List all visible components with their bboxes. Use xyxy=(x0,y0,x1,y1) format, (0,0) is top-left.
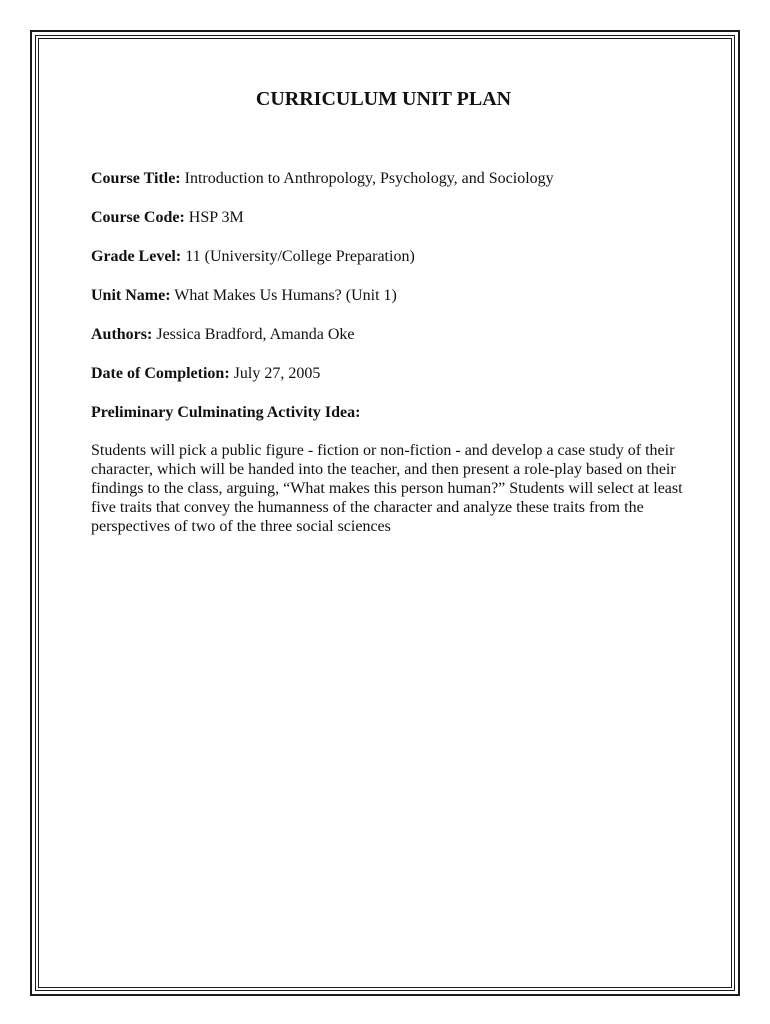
field-date-of-completion xyxy=(91,364,701,384)
activity-heading: Preliminary Culminating Activity Idea: xyxy=(91,404,361,421)
field-authors xyxy=(91,325,701,345)
field-label: Authors: xyxy=(91,326,153,343)
field-label: Unit Name: xyxy=(91,287,171,304)
field-value: July 27, 2005 xyxy=(233,365,321,382)
field-course-title xyxy=(91,169,701,189)
field-label: Course Title: xyxy=(91,170,181,187)
field-label: Grade Level: xyxy=(91,248,182,265)
document-content xyxy=(91,88,701,536)
field-value: Jessica Bradford, Amanda Oke xyxy=(156,326,355,343)
field-unit-name xyxy=(91,286,701,306)
field-label: Date of Completion: xyxy=(91,365,230,382)
field-grade-level xyxy=(91,247,701,267)
field-value: 11 (University/College Preparation) xyxy=(185,248,415,265)
field-value: What Makes Us Humans? (Unit 1) xyxy=(174,287,397,304)
document-title: CURRICULUM UNIT PLAN xyxy=(255,88,512,110)
activity-description: Students will pick a public figure - fiction or non-fiction - and develop a case study of their character, which will be handed into the teacher, and then present a role-play based on their findings to the class, arguing, “What makes this person human?” Students will select at least five traits that convey the humanness of the character and analyze these traits from the perspectives of two of the three social sciences xyxy=(91,442,683,535)
field-value: HSP 3M xyxy=(188,209,244,226)
field-value: Introduction to Anthropology, Psychology, and Sociology xyxy=(184,170,554,187)
field-course-code xyxy=(91,208,701,228)
field-label: Course Code: xyxy=(91,209,185,226)
